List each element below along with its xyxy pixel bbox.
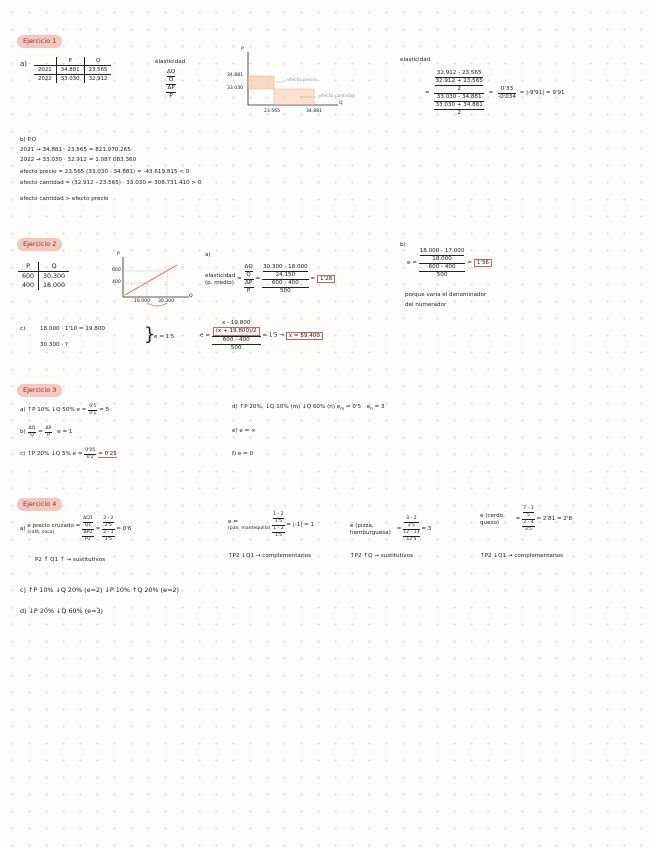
label-a: a) [20, 60, 28, 68]
elasticity-calc-ex1: = 32.912 - 23.565 32.912 + 23.565 2 33.030 - 34.881 33.030 + 34.881 2 = $\frac{0'33}{-0'034}$ = |-9'91| = 9'91 [425, 70, 565, 116]
b-line: efecto cantidad = (32.912 - 23.565) · 33.030 = 308.731.410 > 0 [20, 180, 202, 186]
data-table-ex1 [34, 57, 111, 83]
note-line: porque varía el denominador [405, 292, 487, 298]
ex3-item-f: f) e = 0 [232, 451, 254, 457]
table-header: P [26, 263, 30, 270]
elasticity-midpoint: elasticidad (p. medio) = ΔQ Q ΔP P = 30.300 - 18.000 24.150 600 - 400 500 = 1'28 [205, 264, 335, 295]
section-header-ex4: Ejercicio 4 [17, 498, 62, 511]
result-box: x = 59.400 [286, 332, 323, 340]
table-cell: 23.565 [84, 66, 111, 75]
ex3-item-a: a) ↑P 10% ↓Q 50% e = $\frac{0'5}{0'1}$ = 5 [20, 404, 110, 416]
ex4-e3-conclusion: ↑P2 ↑Q → sustitutivos [350, 553, 413, 559]
table-header: Q [39, 262, 70, 272]
label-a: a) [205, 252, 211, 258]
c-line: 18.000 · 1'10 = 19.800 [40, 326, 105, 332]
graph-x-axis-label: Q [189, 294, 193, 299]
graph-y-tick: 600 [112, 268, 121, 273]
elasticidad-label: elasticidad [155, 59, 186, 65]
table-cell: 32.912 [84, 75, 111, 84]
label-c: c) [20, 326, 26, 332]
ex4-e2: e = (pan, mantequilla) 1 - 2 1'5 1 - 2 1'5 = |-1| = 1 [228, 512, 315, 538]
graph-y-axis-label: P [241, 47, 244, 52]
graph-y-axis-label: P [117, 252, 120, 257]
ex4-a-conclusion: P2 ↑ Q1 ↑ → sustitutivos [35, 557, 106, 563]
ex3-item-c: c) ↑P 20% ↓Q 5% e = $\frac{0'05}{0'2}$ = 0'25 [20, 448, 117, 460]
section-header-ex3: Ejercicio 3 [17, 384, 62, 397]
c-line: 30.300 · ? [40, 342, 68, 348]
table-cell: 2021 [38, 67, 52, 73]
label-b: b) P.Q [20, 137, 37, 143]
graph-y-tick: 33.030 [227, 86, 244, 91]
elasticity-formula: ΔQ Q ΔP P [167, 69, 176, 99]
elasticity-b: e = 18.000 - 17.000 18.000 600 - 400 500 = 1'36 [407, 248, 492, 279]
ex4-e4-conclusion: ↑P2 ↓Q1 → complementarios [480, 553, 564, 559]
graph-x-tick: 18.000 [134, 299, 151, 304]
note-line: del numerador [405, 302, 447, 308]
ex4-a-cross: a) e precio cruzado = (café, coca) ΔQ1 Q1 ΔP2 P2 = 3 - 2 2'5 2 - 1 1'5 = 0'6 [20, 516, 132, 542]
ex4-item-d: d) ↓P 20% ↓Q 60% (e=3) [20, 607, 104, 615]
section-header-ex2: Ejercicio 2 [17, 238, 62, 251]
ex4-e3: e (pizza, hamburguesa) = 3 - 2 2'5 12 - 13 12'5 = 3 [350, 516, 432, 542]
data-table-ex2 [18, 262, 69, 290]
ex3-item-b: b) $\frac{\Delta Q}{Q}$ = $\frac{\Delta P}{P}$ e = 1 [20, 426, 73, 438]
graph-y-tick: 400 [112, 280, 121, 285]
table-cell: 2022 [38, 76, 52, 82]
result-box: 1'36 [474, 259, 492, 267]
b-line: 2021 → 34.881 · 23.565 = 821.970.265 [20, 147, 131, 153]
graph-label-quantity-effect: efecto cantidad [319, 94, 355, 99]
table-cell: 30.300 [39, 272, 70, 282]
table-cell: 18.000 [39, 281, 70, 290]
ex4-e4: e (cerdo, queso) = 7 - 3 5 2 - 4 3'5 = 2'81 = 2'8 [480, 506, 573, 532]
conclusion: efecto cantidad > efecto precio [20, 196, 109, 202]
graph-label-price-effect: efecto precio [287, 78, 318, 83]
graph-y-tick: 34.881 [227, 73, 244, 78]
supply-curve [125, 265, 177, 295]
graph-x-axis-label: Q [339, 101, 343, 106]
c-brace-text: e = 1'5 [154, 334, 175, 340]
price-effect-area [248, 76, 274, 89]
table-cell: 34.881 [56, 66, 84, 75]
brace: } [144, 324, 156, 345]
table-cell: 33.030 [56, 75, 84, 84]
elasticidad-label-2: elasticidad [400, 57, 431, 63]
result-box: 1'28 [317, 275, 335, 283]
ex3-item-e: e) e = ∞ [232, 428, 256, 434]
table-header: P [56, 57, 84, 66]
table-header [34, 57, 56, 66]
table-cell: 600 [22, 273, 35, 280]
ex4-e2-conclusion: ↑P2 ↓Q1 → complementarios [228, 553, 312, 559]
label-b: b) [400, 242, 406, 248]
graph-x-tick: 30.300 [158, 299, 175, 304]
b-line: efecto precio = 23.565 (33.030 - 34.881) = -43.619.815 < 0 [20, 169, 190, 175]
graph-x-tick: 34.881 [306, 109, 323, 114]
elasticity-c: e = x - 19.800 (x + 19.800)/2 600 - 400 500 = 1'5 → x = 59.400 [200, 320, 323, 352]
table-header: Q [84, 57, 111, 66]
table-cell: 400 [22, 282, 35, 289]
section-header-ex1: Ejercicio 1 [17, 35, 62, 48]
b-line: 2022 → 33.030 · 32.912 = 1.087.083.360 [20, 157, 137, 163]
ex3-item-d: d) ↑P 20%, ↓Q 10% (m) ↓Q 60% (n) $e_m = 0'5$ $e_n = 3$ [232, 404, 385, 412]
graph-x-tick: 23.565 [264, 109, 281, 114]
ex4-item-c: c) ↑P 10% ↓Q 20% (e=2) ↓P 10% ↑Q 20% (e=2) [20, 586, 180, 594]
supply-graph-ex2 [115, 255, 195, 305]
